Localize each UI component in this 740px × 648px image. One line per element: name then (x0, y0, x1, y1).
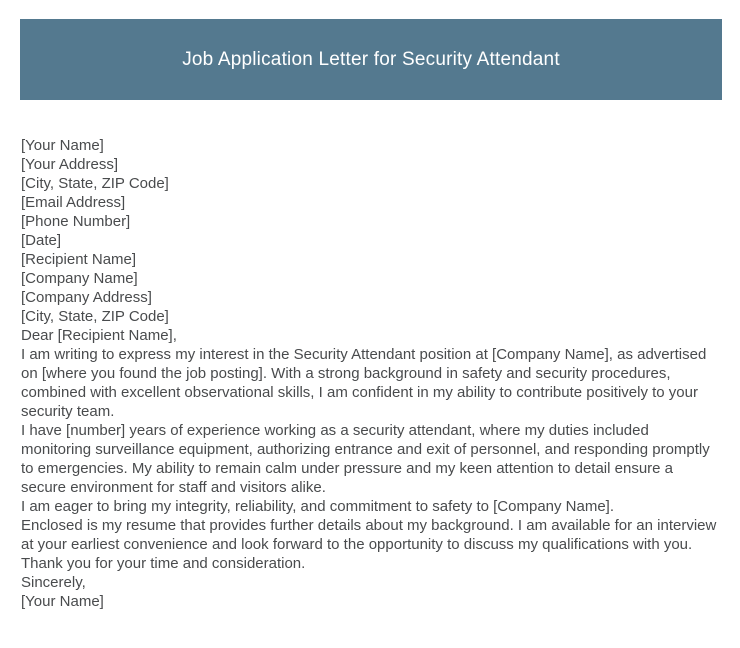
sender-city-state-zip: [City, State, ZIP Code] (21, 175, 169, 192)
closing: Sincerely, (21, 574, 86, 591)
company-address-placeholder: [Company Address] (21, 289, 152, 306)
sender-address-placeholder: [Your Address] (21, 156, 119, 173)
letter-body (21, 136, 721, 611)
company-name-placeholder: [Company Name] (21, 270, 138, 287)
paragraph-commitment: I am eager to bring my integrity, reliability, and commitment to safety to [Company Name]. (21, 498, 615, 515)
paragraph-thanks: Thank you for your time and consideration. (21, 555, 306, 572)
paragraph-experience: I have [number] years of experience working as a security attendant, where my duties included monitoring surveillance equipment, authorizing entrance and exit of personnel, and responding promptly to emergencies. My ability to remain calm under pressure and my keen attention to detail ensure a secure environment for staff and visitors alike. (21, 422, 710, 496)
date-placeholder: [Date] (21, 232, 62, 249)
signature-name-placeholder: [Your Name] (21, 593, 104, 610)
email-address-placeholder: [Email Address] (21, 194, 126, 211)
sender-name-placeholder: [Your Name] (21, 137, 104, 154)
paragraph-introduction: I am writing to express my interest in the Security Attendant position at [Company Name], as advertised on [where you found the job posting]. With a strong background in safety and security procedures, combined with excellent observational skills, I am confident in my ability to contribute positively to your security team. (21, 346, 707, 420)
phone-number-placeholder: [Phone Number] (21, 213, 131, 230)
paragraph-enclosure: Enclosed is my resume that provides further details about my background. I am available for an interview at your earliest convenience and look forward to the opportunity to discuss my qualifications with you. (21, 517, 717, 553)
salutation: Dear [Recipient Name], (21, 327, 177, 344)
page-title: Job Application Letter for Security Attendant (182, 48, 560, 70)
recipient-name-placeholder: [Recipient Name] (21, 251, 137, 268)
recipient-city-state-zip: [City, State, ZIP Code] (21, 308, 169, 325)
title-bar (20, 19, 722, 100)
